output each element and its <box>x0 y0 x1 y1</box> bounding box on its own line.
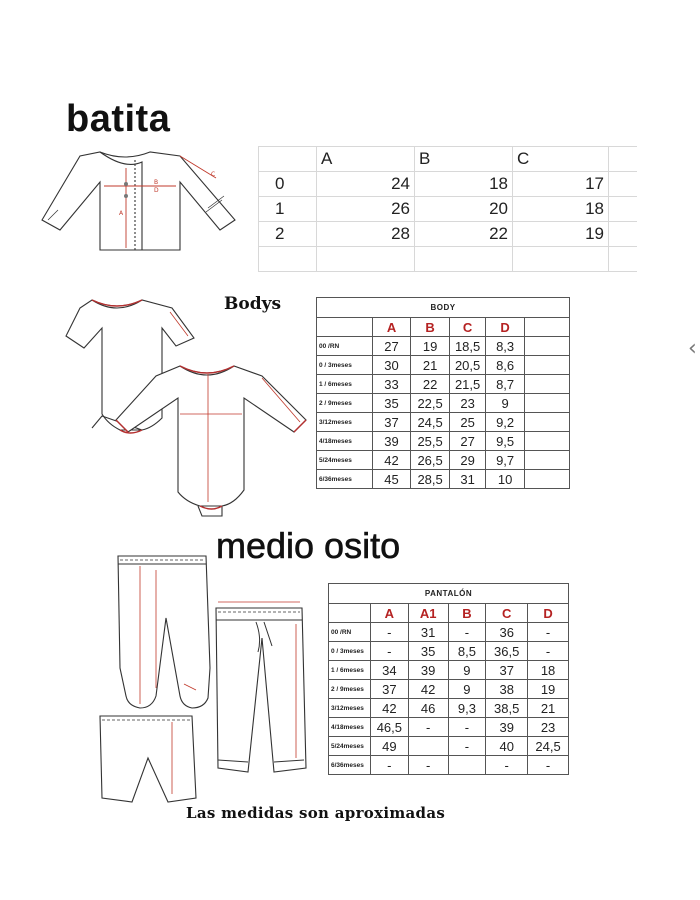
table-cell: 17 <box>513 172 609 197</box>
column-header: B <box>411 318 450 337</box>
table-cell: 19 <box>411 337 450 356</box>
table-cell: - <box>528 642 569 661</box>
table-cell: 42 <box>372 451 411 470</box>
table-cell: 42 <box>370 699 408 718</box>
table-cell: 39 <box>486 718 528 737</box>
size-label: 1 / 6meses <box>329 661 371 680</box>
table-cell <box>408 737 448 756</box>
table-header-row <box>317 318 570 337</box>
size-label: 5/24meses <box>329 737 371 756</box>
table-row <box>259 197 637 222</box>
table-cell: 29 <box>449 451 485 470</box>
table-cell: 20,5 <box>449 356 485 375</box>
table-header-row <box>329 604 569 623</box>
table-cell: 25,5 <box>411 432 450 451</box>
table-cell: 39 <box>372 432 411 451</box>
table-cell: 18 <box>528 661 569 680</box>
table-row <box>317 413 570 432</box>
batita-title: batita <box>66 98 171 140</box>
table-row <box>329 623 569 642</box>
table-cell: 22 <box>411 375 450 394</box>
size-label: 5/24meses <box>317 451 373 470</box>
column-header: A <box>317 147 415 172</box>
table-cell: 9,7 <box>486 451 525 470</box>
table-cell: 9 <box>448 661 486 680</box>
table-header-row <box>259 147 637 172</box>
measure-label-c: C <box>211 171 216 178</box>
table-row-empty <box>259 247 637 272</box>
table-cell: - <box>370 756 408 775</box>
table-cell: 24,5 <box>411 413 450 432</box>
size-label: 1 / 6meses <box>317 375 373 394</box>
body-size-table <box>316 297 570 489</box>
table-row <box>317 470 570 489</box>
size-label: 3/12meses <box>329 699 371 718</box>
table-cell: 28 <box>317 222 415 247</box>
table-caption: BODY <box>317 298 570 318</box>
table-cell: 40 <box>486 737 528 756</box>
table-cell: 34 <box>370 661 408 680</box>
size-label: 00 /RN <box>329 623 371 642</box>
table-row <box>259 172 637 197</box>
table-cell: 38 <box>486 680 528 699</box>
size-label: 4/18meses <box>329 718 371 737</box>
table-cell: 45 <box>372 470 411 489</box>
batita-illustration <box>30 140 242 260</box>
table-row <box>317 375 570 394</box>
column-header: A1 <box>408 604 448 623</box>
bodys-illustration <box>62 290 312 520</box>
batita-size-table <box>258 146 637 272</box>
table-cell: 23 <box>528 718 569 737</box>
table-cell <box>448 756 486 775</box>
table-cell: 8,6 <box>486 356 525 375</box>
table-row <box>329 718 569 737</box>
table-cell: - <box>370 642 408 661</box>
table-cell: 23 <box>449 394 485 413</box>
table-cell: - <box>448 737 486 756</box>
table-cell: 26,5 <box>411 451 450 470</box>
table-cell: 46,5 <box>370 718 408 737</box>
column-header: B <box>448 604 486 623</box>
table-cell: 18,5 <box>449 337 485 356</box>
size-label: 3/12meses <box>317 413 373 432</box>
button-dot <box>124 194 128 198</box>
chevron-left-icon[interactable]: ‹ <box>688 336 697 361</box>
table-row <box>329 737 569 756</box>
table-cell: 20 <box>415 197 513 222</box>
table-cell: 9,5 <box>486 432 525 451</box>
footer-note: Las medidas son aproximadas <box>186 804 446 822</box>
pants-drawing <box>96 548 328 810</box>
table-cell: 42 <box>408 680 448 699</box>
table-cell: 37 <box>486 661 528 680</box>
size-label: 2 / 9meses <box>317 394 373 413</box>
table-cell: 35 <box>372 394 411 413</box>
table-cell: 24 <box>317 172 415 197</box>
table-cell: 36,5 <box>486 642 528 661</box>
table-cell: - <box>370 623 408 642</box>
measure-label-b: B <box>154 179 159 186</box>
table-row <box>329 756 569 775</box>
table-cell: 10 <box>486 470 525 489</box>
column-header: C <box>449 318 485 337</box>
column-header: A <box>372 318 411 337</box>
table-cell: 9 <box>448 680 486 699</box>
table-cell: 28,5 <box>411 470 450 489</box>
table-cell: 22,5 <box>411 394 450 413</box>
table-caption: PANTALÓN <box>329 584 569 604</box>
table-cell: 31 <box>449 470 485 489</box>
table-cell: 24,5 <box>528 737 569 756</box>
table-cell: 38,5 <box>486 699 528 718</box>
table-row <box>329 661 569 680</box>
pantalon-size-table <box>328 583 569 775</box>
table-cell: 8,3 <box>486 337 525 356</box>
measure-label-d: D <box>154 187 159 194</box>
size-label: 4/18meses <box>317 432 373 451</box>
table-row <box>317 337 570 356</box>
row-label: 1 <box>259 197 317 222</box>
size-label: 00 /RN <box>317 337 373 356</box>
table-cell: 46 <box>408 699 448 718</box>
table-cell: 33 <box>372 375 411 394</box>
measure-label-a: A <box>119 210 124 217</box>
batita-jacket-drawing <box>30 140 242 260</box>
column-header: C <box>513 147 609 172</box>
table-cell: 36 <box>486 623 528 642</box>
table-cell: 37 <box>372 413 411 432</box>
bodysuit-drawing <box>62 290 312 520</box>
table-cell: 21,5 <box>449 375 485 394</box>
pants-illustration <box>96 548 328 810</box>
table-cell: 22 <box>415 222 513 247</box>
table-row <box>317 451 570 470</box>
size-label: 0 / 3meses <box>329 642 371 661</box>
table-row <box>317 394 570 413</box>
column-header: C <box>486 604 528 623</box>
table-cell: - <box>448 718 486 737</box>
size-label: 6/36meses <box>317 470 373 489</box>
column-header: A <box>370 604 408 623</box>
row-label: 2 <box>259 222 317 247</box>
table-cell: 9,3 <box>448 699 486 718</box>
table-row <box>317 356 570 375</box>
table-row <box>259 222 637 247</box>
table-cell: 39 <box>408 661 448 680</box>
table-cell: - <box>528 756 569 775</box>
table-row <box>329 642 569 661</box>
bodys-title: Bodys <box>224 294 282 314</box>
table-cell: 37 <box>370 680 408 699</box>
table-row <box>317 432 570 451</box>
table-cell: - <box>448 623 486 642</box>
medio-osito-title: medio osito <box>216 525 401 566</box>
table-row <box>329 699 569 718</box>
table-cell: 8,7 <box>486 375 525 394</box>
size-label: 0 / 3meses <box>317 356 373 375</box>
table-cell: 31 <box>408 623 448 642</box>
table-cell: 21 <box>411 356 450 375</box>
table-cell: - <box>408 756 448 775</box>
table-cell: 19 <box>513 222 609 247</box>
table-cell: 9 <box>486 394 525 413</box>
table-cell: 19 <box>528 680 569 699</box>
button-dot <box>124 182 128 186</box>
size-label: 6/36meses <box>329 756 371 775</box>
table-row <box>329 680 569 699</box>
row-label: 0 <box>259 172 317 197</box>
table-cell: 30 <box>372 356 411 375</box>
table-cell: 27 <box>449 432 485 451</box>
column-header: D <box>486 318 525 337</box>
table-cell: 27 <box>372 337 411 356</box>
table-cell: 35 <box>408 642 448 661</box>
table-cell: 9,2 <box>486 413 525 432</box>
table-cell: - <box>528 623 569 642</box>
table-cell: 8,5 <box>448 642 486 661</box>
table-cell: 49 <box>370 737 408 756</box>
table-cell: 25 <box>449 413 485 432</box>
size-label: 2 / 9meses <box>329 680 371 699</box>
table-cell: 18 <box>513 197 609 222</box>
table-cell: 18 <box>415 172 513 197</box>
column-header: D <box>528 604 569 623</box>
table-cell: - <box>486 756 528 775</box>
table-cell: 21 <box>528 699 569 718</box>
column-header: B <box>415 147 513 172</box>
table-cell: - <box>408 718 448 737</box>
table-cell: 26 <box>317 197 415 222</box>
